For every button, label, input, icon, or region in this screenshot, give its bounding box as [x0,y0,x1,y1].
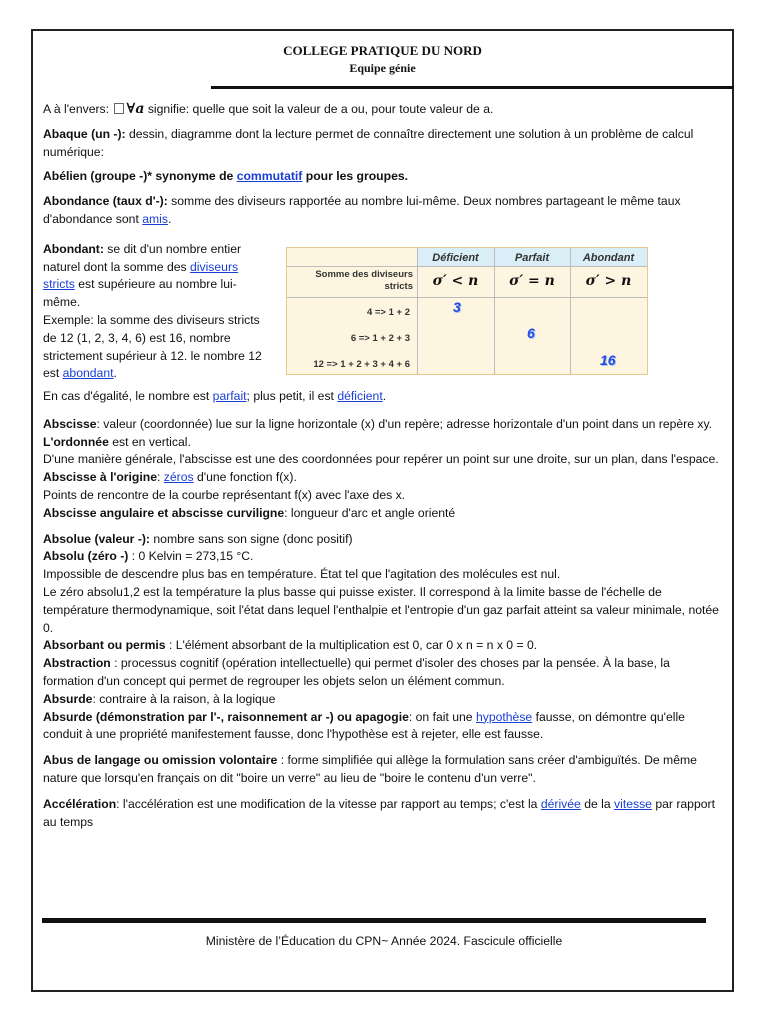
page-title: COLLEGE PRATIQUE DU NORD [283,43,482,58]
page-subtitle: Equipe génie [349,61,416,75]
link-abondant[interactable]: abondant [62,366,114,381]
entry-acceleration: Accélération: l'accélération est une modification de la vitesse par rapport au temps; c'est la dérivée de la vitesse par rapport au temps [43,796,715,829]
formula-deficient: σ′ < n [432,272,479,289]
example-12: 12 => 1 + 2 + 3 + 4 + 6 [313,358,410,370]
entry-abus: Abus de langage ou omission volontaire : forme simplifiée qui allège la formulation sans créer d'ambiguïtés. De même nature que lorsqu'en français on dit "boire un verre" au lieu de "boire le contenu d'un verre". [43,753,697,785]
header-parfait: Parfait [514,251,550,264]
example-6: 6 => 1 + 2 + 3 [350,332,410,344]
link-vitesse[interactable]: vitesse [614,796,652,811]
row-label-somme: Somme des diviseurs stricts [315,268,413,292]
link-zeros[interactable]: zéros [163,470,194,485]
formula-parfait: σ′ = n [509,272,555,289]
link-commutatif[interactable]: commutatif [236,169,303,184]
entry-abondance: Abondance (taux d'-): somme des diviseurs rapportée au nombre lui-même. Deux nombres partageant le même taux d'abondance sont amis. [43,194,681,226]
page-frame [31,29,734,992]
entry-abelien: Abélien (groupe -)* synonyme de commutatif pour les groupes. [43,169,409,184]
link-hypothese[interactable]: hypothèse [475,709,533,724]
entry-abaque: Abaque (un -): dessin, diagramme dont la lecture permet de connaître directement une solution à un problème de calcul numérique: [43,126,694,159]
forall-symbol: ∀a [126,101,145,117]
link-amis[interactable]: amis [142,211,168,226]
entry-abondant [43,241,720,416]
link-diviseurs-stricts[interactable]: diviseurs stricts [43,259,239,292]
page-footer: Ministère de l’Éducation du CPN~ Année 2024. Fascicule officielle [205,934,563,948]
footer-rule [42,918,706,923]
number-types-table [286,247,648,375]
link-deficient[interactable]: déficient [337,388,383,403]
glossary-content [43,93,720,838]
abondant-tail: En cas d'égalité, le nombre est parfait; plus petit, il est déficient. [43,388,387,403]
entry-envers: A à l'envers: ∀a signifie: quelle que soit la valeur de a ou, pour toute valeur de a. [43,101,494,117]
missing-glyph-box [114,103,124,114]
formula-abondant: σ′ > n [585,272,632,289]
example-4: 4 => 1 + 2 [366,306,410,318]
page-header [33,43,732,76]
header-deficient: Déficient [432,251,479,264]
abondant-text: Abondant: se dit d'un nombre entier naturel dont la somme des diviseurs stricts est supérieure au nombre lui-même. Exemple: la somme des diviseurs stricts de 12 (1, 2, 3, 4, 6) est 16, nombre strictement supérieur à 12. le nombre 12 est abondant. [43,241,262,381]
entry-abscisse: Abscisse: valeur (coordonnée) lue sur la ligne horizontale (x) d'un repère; adresse horizontale d'un point dans un repère xy. L'ordonnée est en vertical. D'une manière générale, l'abscisse est une des coordonnées pour repérer un point sur une droite, sur un plan, dans l'espace. Abscisse à l'origine: zéros d'une fonction f(x). Points de rencontre de la courbe représentant f(x) avec l'axe des x. Abscisse angulaire et abscisse curviligne: longueur d'arc et angle orienté [43,416,719,520]
entry-absolue: Absolue (valeur -): nombre sans son signe (donc positif) Absolu (zéro -) : 0 Kelvin = 273,15 °C. Impossible de descendre plus bas en température. État tel que l'agitation des molécules est nul. Le zéro absolu1,2 est la température la plus basse qui puisse exister. Il correspond à la limite basse de l'échelle de température thermodynamique, soit l'état dans lequel l'enthalpie et l'entropie d'un gaz parfait atteint sa valeur minimale, notée 0. Absorbant ou permis : L'élément absorbant de la multiplication est 0, car 0 x n = n x 0 = 0. Abstraction : processus cognitif (opération intellectuelle) qui permet d'isoler des choses par la pensée. À la base, la formation d'un concept qui permet de regrouper les objets selon un élément commun. Absurde: contraire à la raison, à la logique Absurde (démonstration par l'-, raisonnement ar -) ou apagogie: on fait une hypothèse fausse, on démontre qu'elle conduit à une propriété manifestement fausse, donc l'hypothèse est à rejeter, elle est fausse. [43,531,719,742]
mark-3: 3 [453,298,461,315]
link-parfait[interactable]: parfait [212,388,247,403]
link-derivee[interactable]: dérivée [540,796,581,811]
mark-6: 6 [527,324,535,341]
header-rule [211,86,734,89]
mark-16: 16 [600,351,616,368]
header-abondant: Abondant [582,251,635,264]
